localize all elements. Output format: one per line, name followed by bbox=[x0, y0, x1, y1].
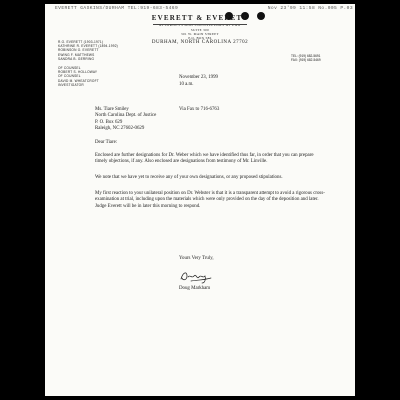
firm-subtitle: ATTORNEYS AND COUNSELLORS AT LAW bbox=[159, 23, 241, 27]
fax-header bbox=[55, 6, 353, 11]
phone-line: FAX: (919) 682-5469 bbox=[291, 58, 321, 63]
body-paragraph: Enclosed are further designations for Dr. Weber which we have identified thus far, in order that you can prepare timely objections, if any. Also enclosed are designations from testimony of Mr. Linville. bbox=[95, 153, 314, 165]
signer-name: Doug Markham bbox=[179, 286, 211, 291]
recipient-line: Ms. Tiare Smiley bbox=[95, 107, 129, 112]
attorney-name: EWING F. MATTHEWS bbox=[58, 52, 95, 57]
of-counsel-line: OF COUNSEL bbox=[58, 66, 81, 71]
salutation: Dear Tiare: bbox=[95, 140, 118, 145]
fax-header-right: Nov 23'99 11:58 No.005 P.03 bbox=[267, 6, 353, 11]
of-counsel-line: OF COUNSEL bbox=[58, 74, 81, 79]
firm-name: EVERETT & EVERETT bbox=[151, 14, 249, 22]
phone-line: TEL: (919) 682-5691 bbox=[291, 54, 321, 58]
address-line: 301 W. MAIN STREET bbox=[180, 32, 219, 36]
body-paragraph: We note that we have yet to receive any of your own designations, or any proposed stipulations. bbox=[95, 175, 283, 180]
closing: Yours Very Truly, bbox=[179, 256, 214, 261]
recipient-line: Raleigh, NC 27602-0629 bbox=[95, 125, 145, 131]
body-paragraph: My first reaction to your unilateral position on Dr. Webster is that it is a transparent attempt to avoid a rigorous cross-examination at trial, including upon the materials which were only provided on the day of the deposition and later. Judge Everett will be in later this morning to respond. bbox=[95, 191, 325, 209]
attorney-name: KATHRINE R. EVERETT (1894-1992) bbox=[58, 44, 118, 49]
letter-date: November 23, 1999 bbox=[179, 75, 218, 80]
firm-city: DURHAM, NORTH CAROLINA 27702 bbox=[151, 40, 249, 45]
recipient-line: P. O. Box 629 bbox=[95, 119, 123, 125]
recipient-line: North Carolina Dept. of Justice bbox=[95, 113, 157, 119]
fax-page bbox=[45, 4, 355, 396]
attorney-name: ROBINSON O. EVERETT bbox=[58, 48, 99, 53]
of-counsel-line: ROBERT S. HOLLOWAY bbox=[58, 70, 98, 75]
attorney-list bbox=[58, 40, 138, 87]
letter-time: 10 a.m. bbox=[179, 82, 194, 87]
address-line: SUITE 300 bbox=[190, 28, 210, 32]
attorney-name: SANDRA B. GERRING bbox=[58, 56, 95, 61]
via-fax-note: Via Fax to 716-6763 bbox=[179, 107, 220, 112]
firm-phones bbox=[291, 54, 351, 62]
letterhead-rule bbox=[153, 24, 247, 25]
handwritten-signature bbox=[179, 268, 213, 284]
address-line: P.O. BOX 586 bbox=[188, 36, 212, 40]
attorney-name: R.O. EVERETT (1903-1971) bbox=[58, 40, 104, 44]
firm-address bbox=[45, 28, 355, 40]
of-counsel-line: INVESTIGATOR bbox=[58, 82, 84, 87]
of-counsel-line: DAVID M. WHEATCROFT bbox=[58, 78, 99, 83]
fax-header-left: EVERETT GASKINS/DURHAM TEL:919-683-5469 bbox=[55, 6, 179, 11]
